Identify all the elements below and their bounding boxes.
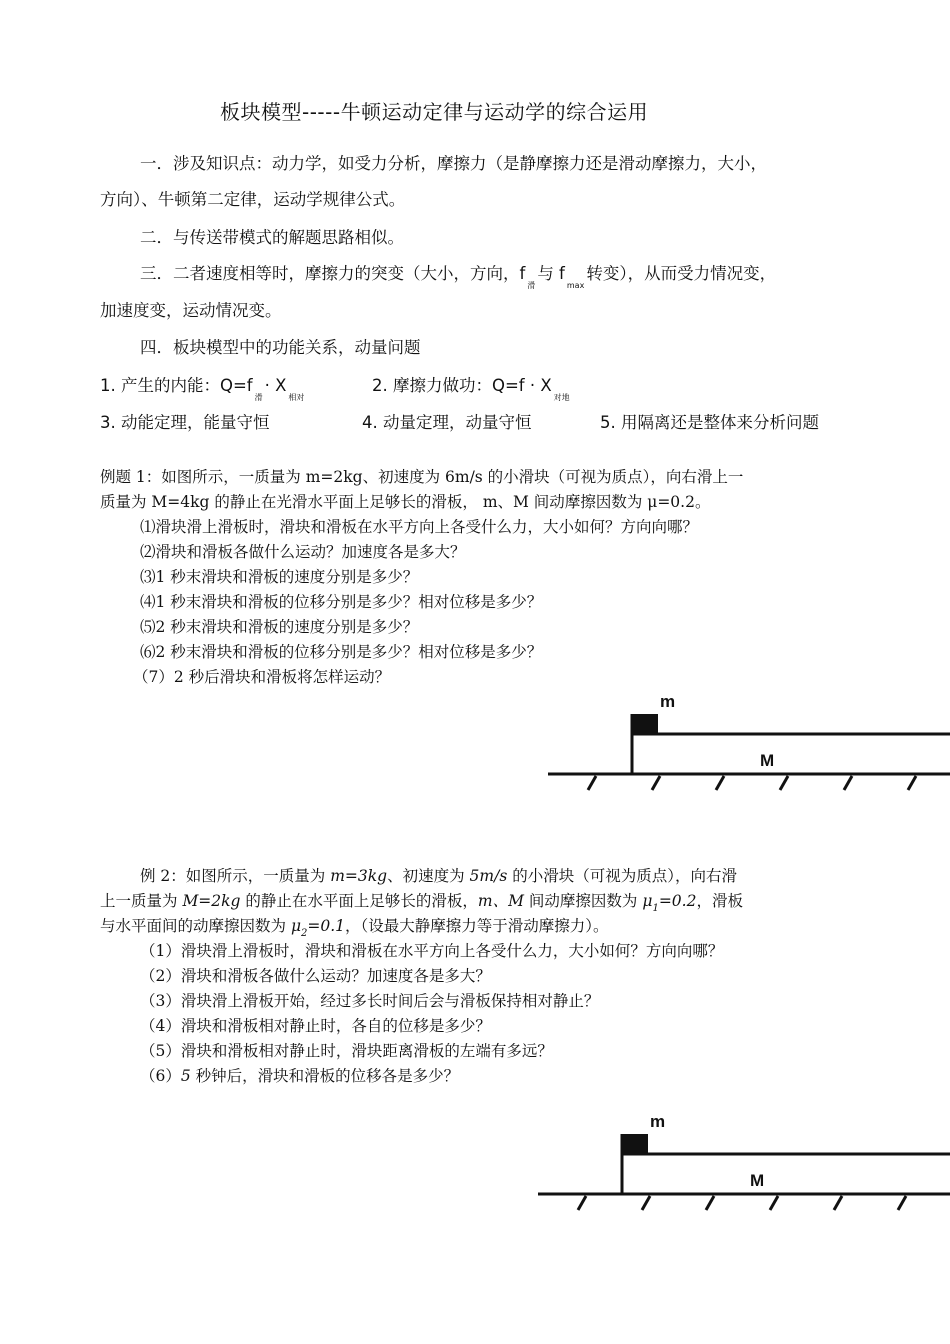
- example2-mass-m: m=3kg: [330, 867, 388, 885]
- example2-figure: [530, 1108, 950, 1218]
- example2-l3-b: ，（设最大静摩擦力等于滑动摩擦力）。: [345, 917, 609, 935]
- example1-question-7: （7）2 秒后滑块和滑板将怎样运动？: [133, 668, 391, 686]
- intro-point-3-text-c: 转变），从而受力情况变，: [586, 264, 777, 283]
- example2-q6-b: 秒钟后，滑块和滑板的位移各是多少？: [190, 1067, 460, 1085]
- example1-line2: 质量为 M=4kg 的静止在光滑水平面上足够长的滑板， m、M 间动摩擦因数为 μ=0.2。: [100, 493, 711, 511]
- item-2: [372, 372, 572, 402]
- example1-label-m: m: [660, 692, 676, 711]
- example2-velocity: 5m/s: [469, 867, 508, 885]
- example1-figure: [540, 688, 950, 798]
- example2-question-2: （2）滑块和滑板各做什么运动？加速度各是多大？: [140, 967, 491, 985]
- example2-mu1-value: =0.2: [658, 892, 697, 910]
- example1-question-1: ⑴滑块滑上滑板时，滑块和滑板在水平方向上各受什么力，大小如何？方向向哪？: [140, 518, 699, 536]
- example2-line2: [100, 889, 743, 914]
- example2-question-6: [140, 1064, 459, 1086]
- example2-label-M: M: [750, 1171, 765, 1190]
- item-3: 3. 动能定理，能量守恒: [100, 413, 270, 432]
- item-1-text-b: · X: [264, 376, 287, 395]
- intro-point-3-text-b: 与 f: [537, 264, 565, 283]
- example2-question-3: （3）滑块滑上滑板开始，经过多长时间后会与滑板保持相对静止？: [140, 992, 600, 1010]
- example1-question-4: ⑷1 秒末滑块和滑板的位移分别是多少？相对位移是多少？: [140, 593, 543, 611]
- example2-mu1-symbol: μ: [642, 892, 653, 910]
- example2-mass-M: M=2kg: [182, 892, 241, 910]
- example2-question-1: （1）滑块滑上滑板时，滑块和滑板在水平方向上各受什么力，大小如何？方向向哪？: [140, 942, 724, 960]
- intro-point-1-line2: 方向）、牛顿第二定律，运动学规律公式。: [100, 190, 406, 209]
- example2-mu2-symbol: μ: [290, 917, 302, 935]
- item-2-subscript-ground: 对地: [553, 393, 570, 402]
- example2-label-m: m: [650, 1112, 666, 1131]
- example2-l2-d: ，滑板: [696, 892, 743, 910]
- intro-point-3-line2: 加速度变，运动情况变。: [100, 301, 282, 320]
- example2-question-5: （5）滑块和滑板相对静止时，滑块距离滑板的左端有多远？: [140, 1042, 553, 1060]
- example2-mu2-subscript: 2: [301, 928, 308, 939]
- item-1-subscript-hua: 滑: [254, 393, 263, 402]
- example1-label-M: M: [760, 751, 775, 770]
- intro-point-1-line1: 一．涉及知识点：动力学，如受力分析，摩擦力（是静摩擦力还是滑动摩擦力，大小，: [140, 154, 767, 173]
- intro-point-2: 二．与传送带模式的解题思路相似。: [140, 228, 404, 247]
- example2-mu1-subscript: 1: [652, 903, 659, 914]
- example1-line1: 例题 1：如图所示，一质量为 m=2kg、初速度为 6m/s 的小滑块（可视为质点），向右滑上一: [100, 468, 744, 486]
- example2-line1: [140, 864, 737, 886]
- example1-question-2: ⑵滑块和滑板各做什么运动？加速度各是多大？: [140, 543, 466, 561]
- example2-ground-hatch: [578, 1196, 906, 1210]
- intro-point-3-text-a: 三．二者速度相等时，摩擦力的突变（大小，方向，f: [140, 264, 526, 283]
- item-2-text: 2. 摩擦力做功：Q=f · X: [372, 376, 552, 395]
- example2-l1-b: 、初速度为: [387, 867, 470, 885]
- example2-l2-a: 上一质量为: [100, 892, 183, 910]
- subscript-hua: 滑: [527, 281, 536, 290]
- intro-point-3-line1: [140, 260, 777, 290]
- example2-question-4: （4）滑块和滑板相对静止时，各自的位移是多少？: [140, 1017, 491, 1035]
- item-1: [100, 372, 306, 402]
- example1-block-m: [632, 714, 658, 734]
- example2-l2-b: 的静止在水平面上足够长的滑板，: [240, 892, 478, 910]
- example1-question-5: ⑸2 秒末滑块和滑板的速度分别是多少？: [140, 618, 419, 636]
- example2-l1-a: 例 2：如图所示，一质量为: [140, 867, 331, 885]
- example2-l1-c: 的小滑块（可视为质点），向右滑: [507, 867, 737, 885]
- example1-question-3: ⑶1 秒末滑块和滑板的速度分别是多少？: [140, 568, 419, 586]
- example1-ground-hatch: [588, 776, 916, 790]
- intro-point-4: 四．板块模型中的功能关系，动量问题: [140, 338, 421, 357]
- page-title: 板块模型-----牛顿运动定律与运动学的综合运用: [220, 100, 649, 124]
- example2-m-M: m、M: [477, 892, 524, 910]
- item-5: 5. 用隔离还是整体来分析问题: [600, 413, 819, 432]
- subscript-max: max: [566, 281, 585, 290]
- example1-question-6: ⑹2 秒末滑块和滑板的位移分别是多少？相对位移是多少？: [140, 643, 543, 661]
- example2-q6-number: 5: [180, 1067, 191, 1085]
- item-1-text-a: 1. 产生的内能：Q=f: [100, 376, 253, 395]
- example2-mu2-value: =0.1: [307, 917, 346, 935]
- example2-l2-c: 间动摩擦因数为: [524, 892, 643, 910]
- example2-line3: [100, 914, 609, 939]
- example2-block-m: [622, 1134, 648, 1154]
- item-1-subscript-relative: 相对: [288, 393, 305, 402]
- example2-q6-a: （6）: [140, 1067, 181, 1085]
- example2-l3-a: 与水平面间的动摩擦因数为: [100, 917, 291, 935]
- item-4: 4. 动量定理，动量守恒: [362, 413, 532, 432]
